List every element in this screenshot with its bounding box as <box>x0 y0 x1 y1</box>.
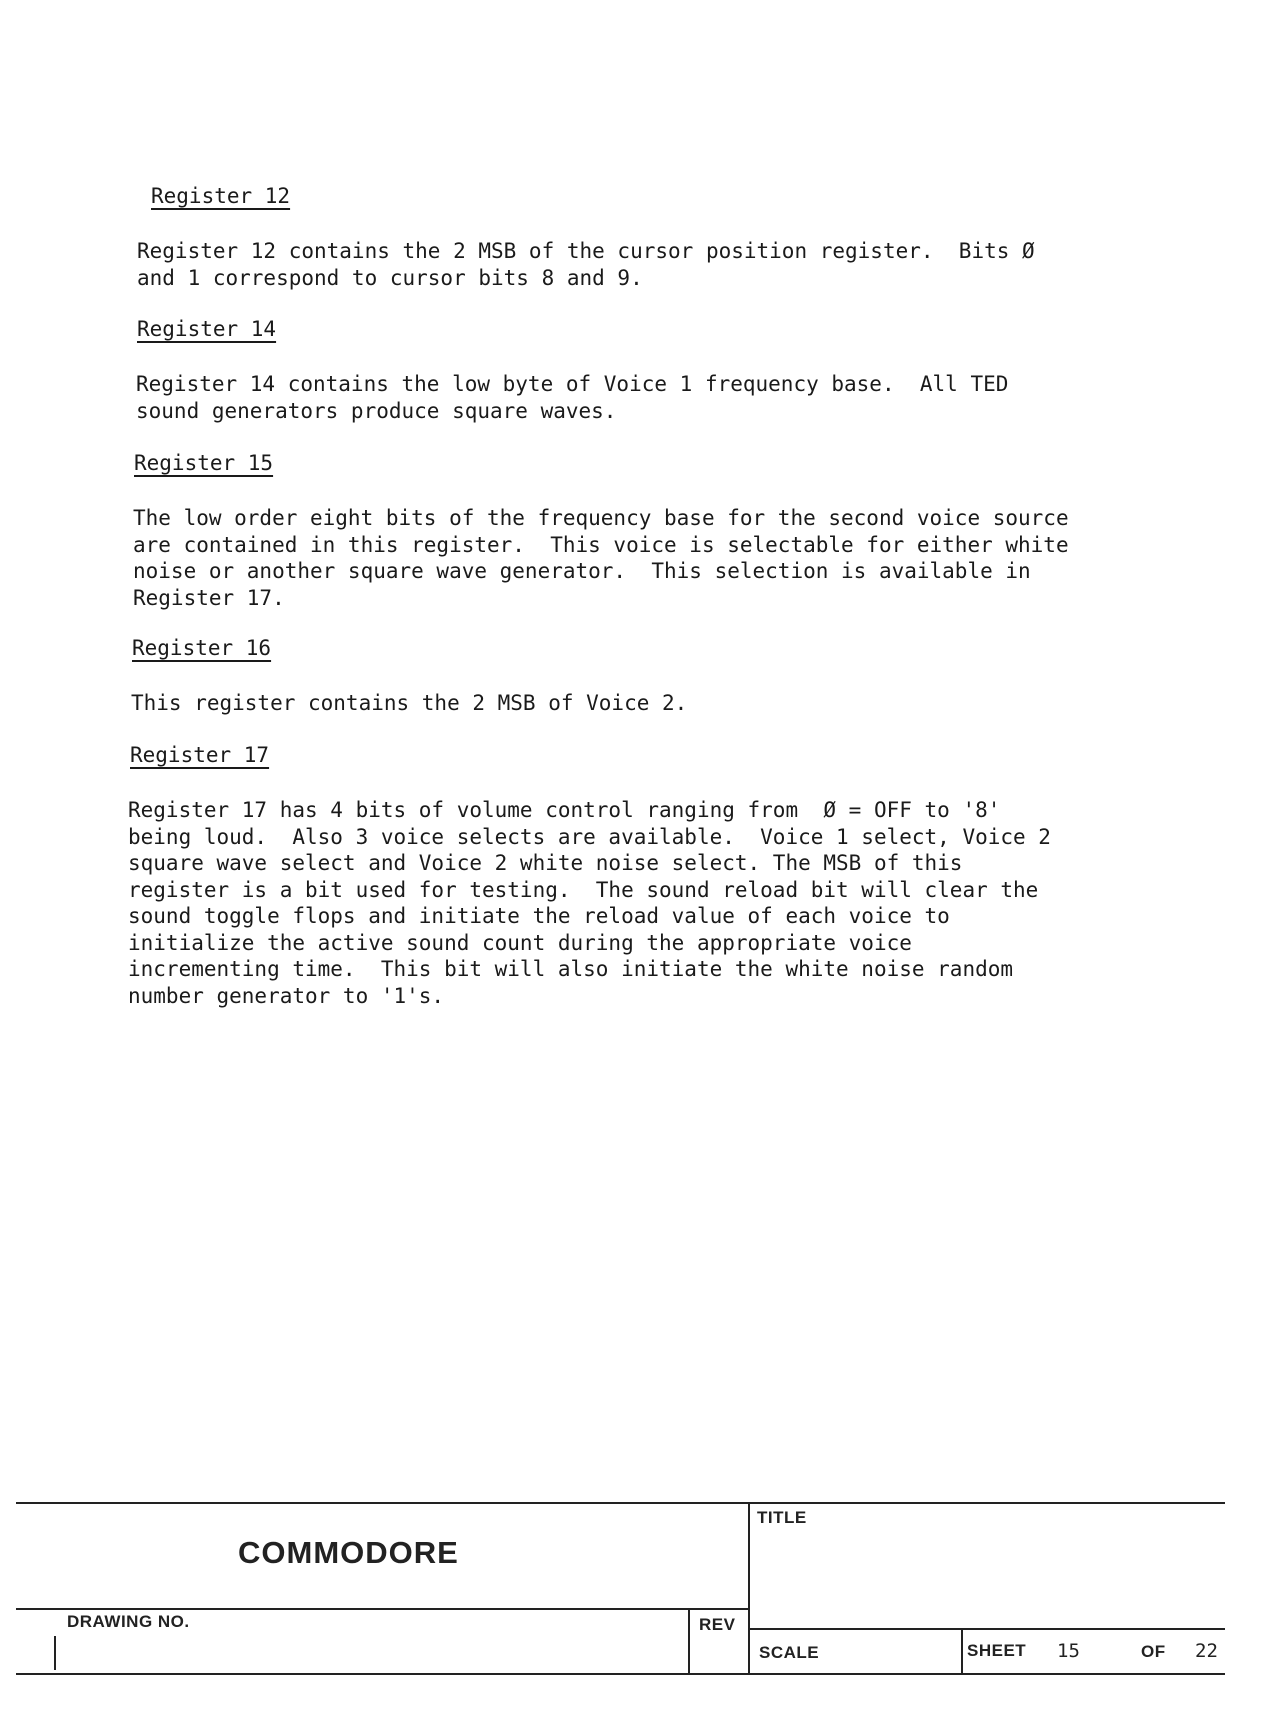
title-block-bottom-rule <box>16 1673 1225 1675</box>
of-label: OF <box>1141 1642 1166 1661</box>
title-label: TITLE <box>757 1508 807 1527</box>
sheet-divider <box>961 1630 963 1674</box>
section-heading-register-14: Register 14 <box>137 317 277 341</box>
total-sheets: 22 <box>1195 1640 1218 1662</box>
title-block-scale-rule <box>750 1628 1225 1630</box>
company-name: COMMODORE <box>238 1535 459 1570</box>
section-heading-register-16: Register 16 <box>132 636 272 660</box>
section-heading-register-12: Register 12 <box>151 184 291 208</box>
title-block-top-rule <box>16 1502 1225 1504</box>
title-block-vertical-divider <box>748 1502 750 1674</box>
section-body-register-12: Register 12 contains the 2 MSB of the cursor position register. Bits Ø and 1 correspond to cursor bits 8 and 9. <box>137 239 1035 290</box>
section-heading-register-17: Register 17 <box>130 743 270 767</box>
sheet-number: 15 <box>1057 1640 1080 1662</box>
revision-label: REV <box>699 1615 736 1634</box>
rev-divider <box>688 1610 690 1674</box>
title-block-middle-rule <box>16 1608 748 1610</box>
section-body-register-15: The low order eight bits of the frequency base for the second voice source are contained in this register. This voice is selectable for either white noise or another square wave generator. This selection is available in Register 17. <box>133 506 1069 610</box>
drawing-number-label: DRAWING NO. <box>67 1612 190 1631</box>
sheet-label: SHEET <box>967 1641 1027 1660</box>
drawing-no-tick <box>54 1636 56 1670</box>
scale-label: SCALE <box>759 1643 820 1662</box>
section-body-register-14: Register 14 contains the low byte of Voice 1 frequency base. All TED sound generators produce square waves. <box>136 372 1009 423</box>
section-body-register-16: This register contains the 2 MSB of Voice 2. <box>131 691 688 715</box>
section-heading-register-15: Register 15 <box>134 451 274 475</box>
section-body-register-17: Register 17 has 4 bits of volume control ranging from Ø = OFF to '8' being loud. Also 3 voice selects are available. Voice 1 select, Voice 2 square wave select and Voice 2 white noise select. The MSB of this register is a bit used for testing. The sound reload bit will clear the sound toggle flops and initiate the reload value of each voice to initialize the active sound count during the appropriate voice incrementing time. This bit will also initiate the white noise random number generator to '1's. <box>128 798 1051 1008</box>
